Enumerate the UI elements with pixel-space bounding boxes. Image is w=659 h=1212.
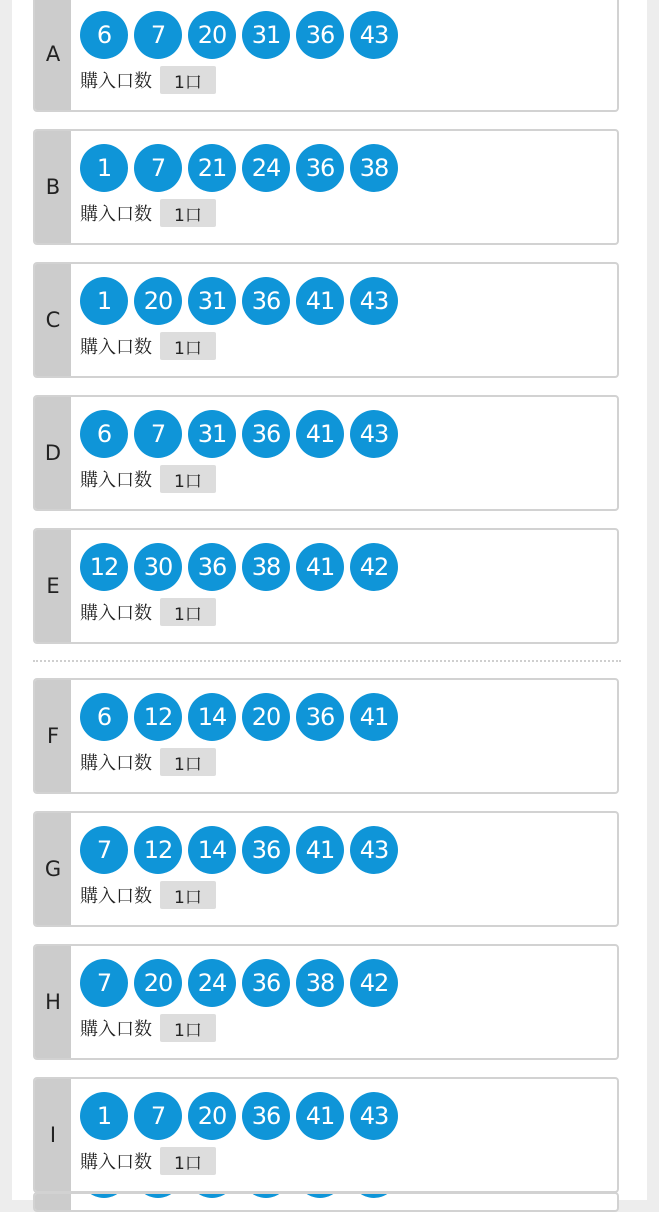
- quantity-label: 購入口数: [80, 470, 152, 491]
- number-ball: 42: [350, 543, 398, 591]
- quantity-value: 1口: [160, 1147, 216, 1175]
- ticket-card: [33, 944, 619, 1060]
- ticket-letter: D: [35, 397, 71, 509]
- ticket-letter: C: [35, 264, 71, 376]
- number-ball: 31: [242, 11, 290, 59]
- number-ball: 6: [80, 11, 128, 59]
- number-ball: 38: [242, 543, 290, 591]
- number-ball: 41: [296, 826, 344, 874]
- number-ball: 43: [350, 826, 398, 874]
- quantity-row: [80, 465, 216, 493]
- ticket-card: [33, 811, 619, 927]
- ticket-letter: E: [35, 530, 71, 642]
- number-ball: 21: [188, 144, 236, 192]
- number-ball: 36: [242, 959, 290, 1007]
- number-ball: 41: [296, 543, 344, 591]
- number-ball: 41: [296, 410, 344, 458]
- number-ball-partial: [350, 1192, 398, 1198]
- quantity-label: 購入口数: [80, 603, 152, 624]
- quantity-row: [80, 881, 216, 909]
- number-ball: 41: [350, 693, 398, 741]
- number-ball: 36: [242, 277, 290, 325]
- ticket-card: [33, 1077, 619, 1193]
- quantity-label: 購入口数: [80, 337, 152, 358]
- quantity-value: 1口: [160, 465, 216, 493]
- quantity-value: 1口: [160, 1014, 216, 1042]
- ticket-list: [12, 0, 647, 1200]
- number-ball: 12: [134, 826, 182, 874]
- number-ball: 12: [80, 543, 128, 591]
- quantity-value: 1口: [160, 598, 216, 626]
- number-ball-partial: [134, 1192, 182, 1198]
- number-ball: 36: [296, 11, 344, 59]
- number-ball: 12: [134, 693, 182, 741]
- ticket-letter: A: [35, 0, 71, 110]
- quantity-row: [80, 748, 216, 776]
- number-ball: 20: [134, 959, 182, 1007]
- number-ball: 43: [350, 1092, 398, 1140]
- ticket-letter: I: [35, 1079, 71, 1191]
- number-ball: 24: [188, 959, 236, 1007]
- number-ball: 1: [80, 144, 128, 192]
- number-ball: 7: [134, 410, 182, 458]
- ticket-letter: G: [35, 813, 71, 925]
- ticket-card: [33, 0, 619, 112]
- number-balls: [80, 144, 404, 192]
- number-balls: [80, 693, 404, 741]
- number-ball: 14: [188, 693, 236, 741]
- number-ball: 7: [134, 1092, 182, 1140]
- number-balls: [80, 277, 404, 325]
- ticket-letter-partial: [35, 1194, 71, 1210]
- number-ball: 31: [188, 277, 236, 325]
- ticket-card: [33, 678, 619, 794]
- quantity-label: 購入口数: [80, 1019, 152, 1040]
- number-ball: 7: [134, 11, 182, 59]
- quantity-row: [80, 598, 216, 626]
- number-ball: 36: [242, 1092, 290, 1140]
- quantity-row: [80, 66, 216, 94]
- number-ball: 7: [80, 826, 128, 874]
- number-balls: [80, 410, 404, 458]
- number-ball: 36: [296, 693, 344, 741]
- number-balls: [80, 826, 404, 874]
- number-ball: 20: [242, 693, 290, 741]
- quantity-row: [80, 332, 216, 360]
- ticket-card: [33, 528, 619, 644]
- number-ball: 24: [242, 144, 290, 192]
- number-ball: 41: [296, 277, 344, 325]
- number-ball: 7: [134, 144, 182, 192]
- number-ball-partial: [80, 1192, 128, 1198]
- number-ball: 1: [80, 1092, 128, 1140]
- quantity-label: 購入口数: [80, 204, 152, 225]
- number-ball: 6: [80, 410, 128, 458]
- number-ball: 7: [80, 959, 128, 1007]
- quantity-label: 購入口数: [80, 886, 152, 907]
- number-ball: 31: [188, 410, 236, 458]
- number-ball-partial: [296, 1192, 344, 1198]
- number-ball: 42: [350, 959, 398, 1007]
- ticket-card: [33, 395, 619, 511]
- quantity-value: 1口: [160, 199, 216, 227]
- quantity-value: 1口: [160, 881, 216, 909]
- number-balls: [80, 959, 404, 1007]
- number-ball: 43: [350, 410, 398, 458]
- quantity-value: 1口: [160, 66, 216, 94]
- quantity-value: 1口: [160, 748, 216, 776]
- next-ticket-card-partial: [33, 1192, 619, 1212]
- quantity-row: [80, 199, 216, 227]
- number-ball: 36: [242, 410, 290, 458]
- quantity-row: [80, 1147, 216, 1175]
- number-ball-partial: [188, 1192, 236, 1198]
- ticket-card: [33, 262, 619, 378]
- number-ball: 1: [80, 277, 128, 325]
- section-divider: [33, 660, 621, 662]
- number-ball: 36: [188, 543, 236, 591]
- number-ball: 20: [134, 277, 182, 325]
- number-ball: 36: [242, 826, 290, 874]
- ticket-letter: F: [35, 680, 71, 792]
- number-ball: 36: [296, 144, 344, 192]
- number-ball: 20: [188, 1092, 236, 1140]
- number-ball: 20: [188, 11, 236, 59]
- number-ball: 38: [350, 144, 398, 192]
- quantity-value: 1口: [160, 332, 216, 360]
- quantity-label: 購入口数: [80, 71, 152, 92]
- number-balls: [80, 543, 404, 591]
- number-balls: [80, 1092, 404, 1140]
- quantity-label: 購入口数: [80, 1152, 152, 1173]
- number-ball-partial: [242, 1192, 290, 1198]
- ticket-letter: H: [35, 946, 71, 1058]
- ticket-letter: B: [35, 131, 71, 243]
- number-ball: 41: [296, 1092, 344, 1140]
- ticket-card: [33, 129, 619, 245]
- number-ball: 30: [134, 543, 182, 591]
- number-ball: 43: [350, 277, 398, 325]
- quantity-row: [80, 1014, 216, 1042]
- number-balls-partial: [80, 1194, 404, 1198]
- quantity-label: 購入口数: [80, 753, 152, 774]
- number-ball: 6: [80, 693, 128, 741]
- number-ball: 43: [350, 11, 398, 59]
- number-ball: 38: [296, 959, 344, 1007]
- number-balls: [80, 11, 404, 59]
- number-ball: 14: [188, 826, 236, 874]
